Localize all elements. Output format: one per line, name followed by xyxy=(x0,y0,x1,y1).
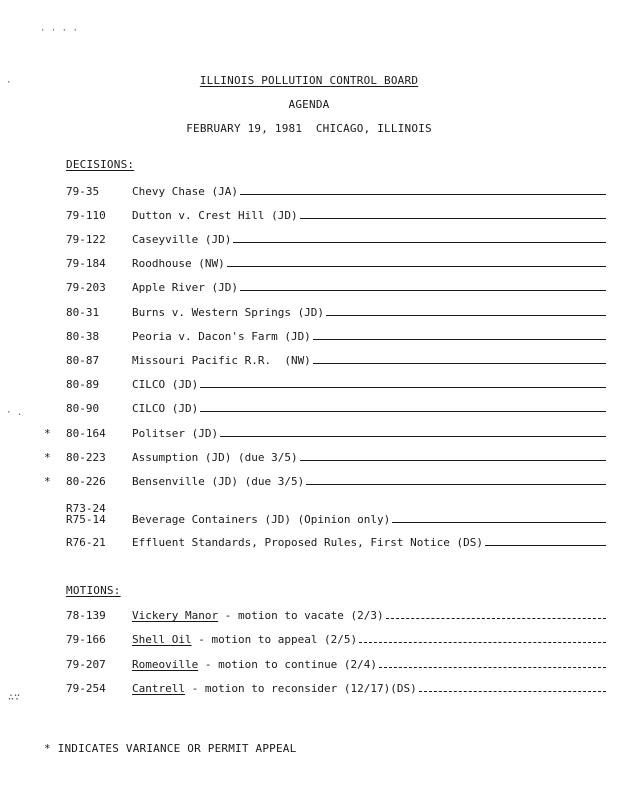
entry-rule-line xyxy=(233,242,606,243)
case-title: Apple River (JD) xyxy=(132,281,238,294)
case-title: Beverage Containers (JD) (Opinion only) xyxy=(132,513,391,526)
footnote: * INDICATES VARIANCE OR PERMIT APPEAL xyxy=(44,742,297,755)
case-number: 80-38 xyxy=(66,330,100,343)
decision-item xyxy=(0,377,618,393)
case-number: 80-164 xyxy=(66,427,106,440)
case-number: 80-223 xyxy=(66,451,106,464)
entry-rule-line xyxy=(306,484,606,485)
case-number: 78-139 xyxy=(66,609,106,622)
entry-rule-line xyxy=(220,436,606,437)
decision-item xyxy=(0,353,618,369)
decision-item xyxy=(0,502,618,528)
motion-item xyxy=(0,608,618,624)
entry-rule-line xyxy=(200,387,606,388)
case-number: 80-89 xyxy=(66,378,100,391)
case-title: Politser (JD) xyxy=(132,427,219,440)
case-title: Assumption (JD) (due 3/5) xyxy=(132,451,298,464)
party-name: Vickery Manor xyxy=(132,609,219,622)
decision-item xyxy=(0,280,618,296)
case-number: 79-166 xyxy=(66,633,106,646)
decision-item xyxy=(0,535,618,551)
motion-description: - motion to appeal (2/5) xyxy=(191,633,358,646)
entry-rule-line xyxy=(326,315,606,316)
motions-heading: MOTIONS: xyxy=(66,584,121,597)
motion-description: - motion to reconsider (12/17)(DS) xyxy=(184,682,417,695)
case-number-secondary: R73-24 xyxy=(66,502,106,515)
meeting-date-location: FEBRUARY 19, 1981 CHICAGO, ILLINOIS xyxy=(186,122,432,135)
case-number: 80-226 xyxy=(66,475,106,488)
decision-item xyxy=(0,184,618,200)
case-number: R75-14 xyxy=(66,513,106,526)
entry-rule-line xyxy=(300,218,606,219)
decision-item xyxy=(0,450,618,466)
party-name: Cantrell xyxy=(132,682,185,695)
decisions-heading: DECISIONS: xyxy=(66,158,135,171)
entry-rule-line xyxy=(240,290,606,291)
decision-item xyxy=(0,305,618,321)
decision-item xyxy=(0,401,618,417)
entry-rule-line xyxy=(240,194,606,195)
case-title: Caseyville (JD) xyxy=(132,233,232,246)
case-number: 79-110 xyxy=(66,209,106,222)
case-number: 80-90 xyxy=(66,402,100,415)
entry-rule-line xyxy=(419,691,606,692)
variance-marker: * xyxy=(44,475,51,488)
case-number: 79-207 xyxy=(66,658,106,671)
party-name: Romeoville xyxy=(132,658,199,671)
case-title: CILCO (JD) xyxy=(132,402,199,415)
case-number: 79-35 xyxy=(66,185,100,198)
variance-marker: * xyxy=(44,427,51,440)
party-name: Shell Oil xyxy=(132,633,192,646)
entry-rule-line xyxy=(313,363,606,364)
decision-item xyxy=(0,329,618,345)
scan-speck: · xyxy=(6,78,12,88)
board-title: ILLINOIS POLLUTION CONTROL BOARD xyxy=(199,74,419,87)
case-number: R76-21 xyxy=(66,536,106,549)
case-number: 79-254 xyxy=(66,682,106,695)
scan-speck: ∴∵ xyxy=(8,692,21,703)
case-title: Missouri Pacific R.R. (NW) xyxy=(132,354,311,367)
decision-item xyxy=(0,256,618,272)
entry-rule-line xyxy=(300,460,606,461)
scan-speck: · . xyxy=(6,408,23,418)
decision-item xyxy=(0,474,618,490)
case-title: Dutton v. Crest Hill (JD) xyxy=(132,209,298,222)
case-title: Effluent Standards, Proposed Rules, First Notice (DS) xyxy=(132,536,483,549)
scan-speck: · · · · xyxy=(40,26,78,36)
case-title: Peoria v. Dacon's Farm (JD) xyxy=(132,330,311,343)
motion-description: - motion to continue (2/4) xyxy=(198,658,378,671)
case-number: 79-122 xyxy=(66,233,106,246)
decision-item xyxy=(0,208,618,224)
case-title: CILCO (JD) xyxy=(132,378,199,391)
entry-rule-line xyxy=(392,522,606,523)
case-title: Roodhouse (NW) xyxy=(132,257,225,270)
motion-item xyxy=(0,681,618,697)
case-title: Burns v. Western Springs (JD) xyxy=(132,306,325,319)
case-number: 79-184 xyxy=(66,257,106,270)
case-title: Bensenville (JD) (due 3/5) xyxy=(132,475,305,488)
motion-description: - motion to vacate (2/3) xyxy=(218,609,384,622)
case-title: Chevy Chase (JA) xyxy=(132,185,238,198)
entry-rule-line xyxy=(386,618,606,619)
decision-item xyxy=(0,232,618,248)
entry-rule-line xyxy=(379,667,606,668)
entry-rule-line xyxy=(200,411,606,412)
entry-rule-line xyxy=(359,642,606,643)
entry-rule-line xyxy=(313,339,606,340)
case-number: 80-31 xyxy=(66,306,100,319)
entry-rule-line xyxy=(485,545,606,546)
entry-rule-line xyxy=(227,266,606,267)
agenda-title: AGENDA xyxy=(288,98,330,111)
case-number: 79-203 xyxy=(66,281,106,294)
motion-item xyxy=(0,632,618,648)
case-number: 80-87 xyxy=(66,354,100,367)
decision-item xyxy=(0,426,618,442)
motion-item xyxy=(0,657,618,673)
variance-marker: * xyxy=(44,451,51,464)
